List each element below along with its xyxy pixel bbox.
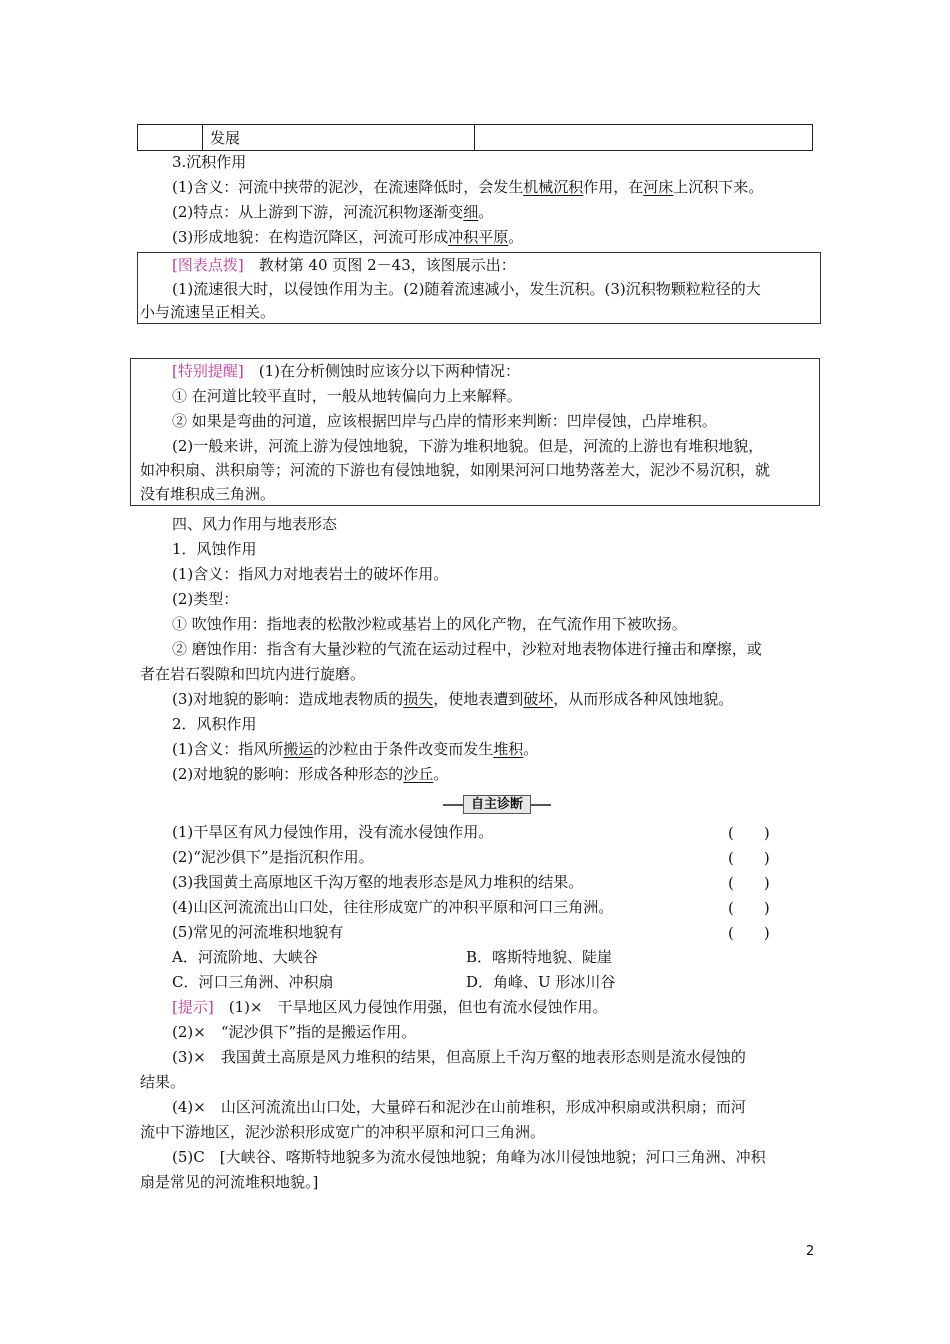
key-term: 堆积 [493,740,524,758]
table-cell-text: 发展 [210,129,241,147]
key-term: 冲积平原 [448,228,509,246]
badge-label: 自主诊断 [463,795,531,814]
sub-heading-wind-erosion: 1．风蚀作用 [172,540,257,558]
reminder-tag: [特别提醒] [172,362,244,380]
option-b: B．喀斯特地貌、陡崖 [466,948,613,966]
chart-tip-line-2: 小与流速呈正相关。 [140,303,276,321]
sec3-line-1 [172,177,763,197]
reminder-line-2: ② 如果是弯曲的河道，应该根据凹岸与凸岸的情形来判断：凹岸侵蚀，凸岸堆积。 [172,412,717,430]
key-term: 搬运 [283,740,314,758]
sec4-line: (2)类型： [172,590,239,608]
sec4-line-meaning [172,739,538,759]
hint-tag: [提示] [172,998,214,1016]
text: 。 [508,228,524,246]
option-c: C．河口三角洲、冲积扇 [172,973,334,991]
sec4-line-impact [172,689,733,709]
reminder-line-3: (2)一般来讲，河流上游为侵蚀地貌，下游为堆积地貌。但是，河流的上游也有堆积地貌， [172,437,764,455]
reminder-line-1: ① 在河道比较平直时，一般从地转偏向力上来解释。 [172,387,522,405]
answer-blank: ( ) [728,874,770,892]
hint-line-4: (4)× 山区河流流出山口处，大量碎石和泥沙在山前堆积，形成冲积扇或洪积扇；而河 [172,1098,746,1116]
text: 。 [478,203,494,221]
answer-blank: ( ) [728,924,770,942]
key-term: 河床 [643,178,674,196]
key-term: 机械沉积 [523,178,584,196]
hint-line-3: (3)× 我国黄土高原是风力堆积的结果，但高原上千沟万壑的地表形态则是流水侵蚀的 [172,1048,746,1066]
text: 的沙粒由于条件改变而发生 [313,740,494,758]
text: (1)× 干旱地区风力侵蚀作用强，但也有流水侵蚀作用。 [228,998,608,1016]
answer-blank: ( ) [728,899,770,917]
answer-blank: ( ) [728,849,770,867]
text: (3)对地貌的影响：造成地表物质的 [172,690,404,708]
hint-line-3b: 结果。 [140,1073,186,1091]
sec4-line: ① 吹蚀作用：指地表的松散沙粒或基岩上的风化产物，在气流作用下被吹扬。 [172,615,687,633]
self-diagnosis-badge [443,794,551,816]
sec4-line: ② 磨蚀作用：指含有大量沙粒的气流在运动过程中，沙粒对地表物体进行撞击和摩擦，或 [172,640,762,658]
key-term: 损失 [403,690,434,708]
text: (1)含义：河流中挟带的泥沙，在流速降低时，会发生 [172,178,524,196]
text: (2)特点：从上游到下游，河流沉积物逐渐变 [172,203,464,221]
question-3: (3)我国黄土高原地区千沟万壑的地表形态是风力堆积的结果。 [172,873,584,891]
text: (3)形成地貌：在构造沉降区，河流可形成 [172,228,449,246]
reminder-line-4: 如冲积扇、洪积扇等；河流的下游也有侵蚀地貌，如刚果河河口地势落差大，泥沙不易沉积，就 [140,461,771,479]
hint-line-5b: 扇是常见的河流堆积地貌。] [140,1173,319,1191]
option-d: D．角峰、U 形冰川谷 [466,973,616,991]
sub-heading-wind-deposition: 2．风积作用 [172,715,257,733]
text: 作用，在 [583,178,644,196]
text: (1)在分析侧蚀时应该分以下两种情况： [258,362,520,380]
question-2: (2)“泥沙俱下”是指沉积作用。 [172,848,374,866]
hint-line-4b: 流中下游地区，泥沙淤积形成宽广的冲积平原和河口三角洲。 [140,1123,546,1141]
question-1: (1)干旱区有风力侵蚀作用，没有流水侵蚀作用。 [172,823,494,841]
question-5: (5)常见的河流堆积地貌有 [172,923,344,941]
sec4-line-landform [172,764,448,784]
text: 。 [523,740,539,758]
chart-tip-intro-line [172,255,516,275]
text: 。 [433,765,449,783]
chart-tip-line-1: (1)流速很大时，以侵蚀作用为主。(2)随着流速减小，发生沉积。(3)沉积物颗粒粒径的大 [172,280,761,298]
chart-tip-tag: [图表点拨] [172,256,244,274]
reminder-line-5: 没有堆积成三角洲。 [140,485,276,503]
key-term: 沙丘 [403,765,434,783]
text: (1)含义：指风所 [172,740,284,758]
text: 上沉积下来。 [673,178,764,196]
reminder-intro-line [172,361,520,381]
section-4-title: 四、风力作用与地表形态 [172,515,338,533]
page-number: 2 [806,1244,815,1259]
key-term: 细 [463,203,479,221]
hint-line-1 [172,997,608,1017]
answer-blank: ( ) [728,824,770,842]
table-cell [202,125,475,150]
text: (2)对地貌的影响：形成各种形态的 [172,765,404,783]
sec3-line-3 [172,227,523,247]
table-fragment [137,124,813,151]
table-cell-empty [138,125,203,150]
hint-line-5: (5)C [大峡谷、喀斯特地貌多为流水侵蚀地貌；角峰为冰川侵蚀地貌；河口三角洲、冲积 [172,1148,766,1166]
text: ，从而形成各种风蚀地貌。 [553,690,734,708]
option-a: A．河流阶地、大峡谷 [172,948,318,966]
question-4: (4)山区河流流出山口处，往往形成宽广的冲积平原和河口三角洲。 [172,898,614,916]
sec3-line-2 [172,202,493,222]
sec4-line: 者在岩石裂隙和凹坑内进行旋磨。 [140,665,366,683]
text: 教材第 40 页图 2－43，该图展示出： [258,256,516,274]
text: ，使地表遭到 [433,690,524,708]
hint-line-2: (2)× “泥沙俱下”指的是搬运作用。 [172,1023,417,1041]
key-term: 破坏 [523,690,554,708]
sec4-line: (1)含义：指风力对地表岩土的破坏作用。 [172,565,449,583]
section-3-title: 3.沉积作用 [172,153,247,171]
